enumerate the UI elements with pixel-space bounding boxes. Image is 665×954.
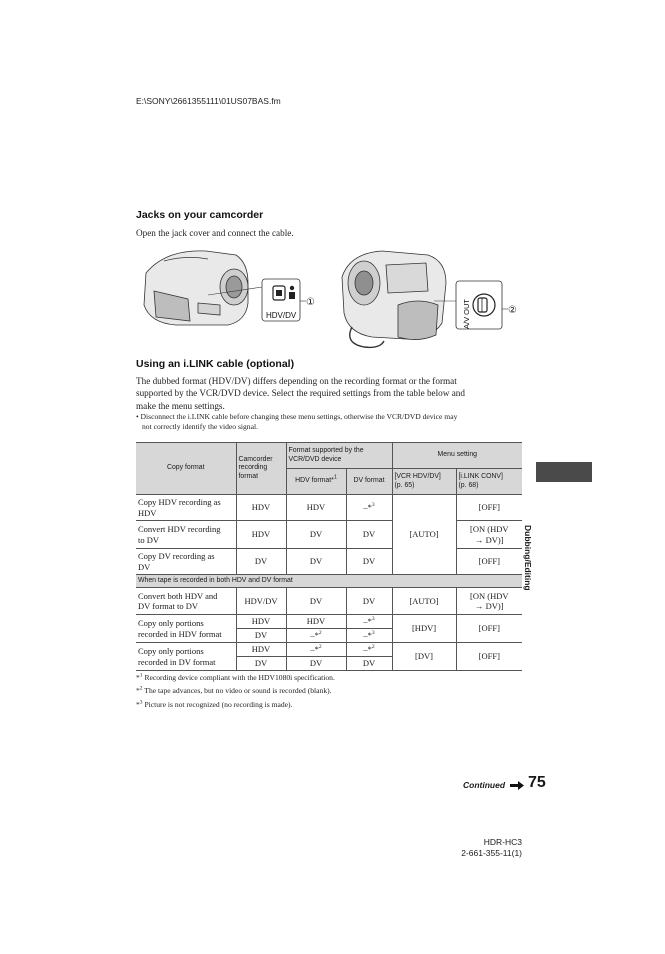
cell: [ON (HDV → DV)]	[456, 588, 522, 615]
cell: HDV	[236, 615, 286, 629]
row-label: Copy only portions recorded in HDV format	[136, 615, 236, 643]
footnotes	[136, 673, 335, 713]
cell: DV	[346, 521, 392, 549]
table-row	[136, 615, 522, 629]
row-label: Copy only portions recorded in DV format	[136, 643, 236, 671]
col-ilink-conv: [i.LINK CONV] (p. 68)	[456, 469, 522, 495]
cell: –*$^3$	[346, 495, 392, 521]
jack-callout-2: ②	[508, 305, 517, 316]
model-number: HDR-HC3	[483, 837, 522, 847]
para-line: make the menu settings.	[136, 400, 225, 411]
copy-format-table	[136, 442, 522, 671]
cell: DV	[286, 549, 346, 575]
row-label: Convert both HDV and DV format to DV	[136, 588, 236, 615]
col-vcr-hdv-dv: [VCR HDV/DV] (p. 65)	[392, 469, 456, 495]
cell: DV	[286, 521, 346, 549]
cell: [OFF]	[456, 615, 522, 643]
cell: –*$^3$	[346, 629, 392, 643]
section-side-label: Dubbing/Editing	[523, 525, 533, 591]
camcorder-right-drawing	[342, 251, 446, 347]
table-band-row	[136, 575, 522, 588]
footnote: *$^3$ Picture is not recognized (no recording is made).	[136, 699, 293, 709]
camcorder-left-drawing	[144, 251, 248, 325]
cell: [ON (HDV → DV)]	[456, 521, 522, 549]
cell: HDV/DV	[236, 588, 286, 615]
jacks-heading: Jacks on your camcorder	[136, 209, 264, 221]
file-path: E:\SONY\2661355111\01US07BAS.fm	[136, 96, 281, 106]
table-row	[136, 643, 522, 657]
ilink-bullet-note	[136, 412, 457, 432]
cell: [AUTO]	[392, 588, 456, 615]
cell: DV	[236, 629, 286, 643]
cell: DV	[346, 549, 392, 575]
note-line: • Disconnect the i.LINK cable before changing these menu settings, otherwise the VCR/DVD device may	[136, 412, 458, 421]
jacks-instruction: Open the jack cover and connect the cable.	[136, 228, 294, 238]
para-line: supported by the VCR/DVD device. Select the required settings from the table below and	[136, 388, 465, 399]
cell: [OFF]	[456, 549, 522, 575]
col-copy-format: Copy format	[136, 443, 236, 495]
page-number: 75	[528, 774, 546, 791]
table-row	[136, 588, 522, 615]
cell: DV	[346, 588, 392, 615]
col-camcorder-format: Camcorder recording format	[236, 443, 286, 495]
cell: DV	[236, 657, 286, 671]
cell: HDV	[286, 495, 346, 521]
cell: DV	[236, 549, 286, 575]
cell: [OFF]	[456, 495, 522, 521]
table-row	[136, 549, 522, 575]
arrow-right-icon	[510, 781, 524, 790]
note-line: not correctly identify the video signal.	[142, 422, 258, 431]
footnote: *$^2$ The tape advances, but no video or sound is recorded (blank).	[136, 685, 332, 696]
cell: DV	[286, 657, 346, 671]
hdv-dv-jack-label: HDV/DV	[266, 311, 297, 320]
jack-callout-1: ①	[306, 297, 315, 308]
row-label: Convert HDV recording to DV	[136, 521, 236, 549]
cell: –*$^2$	[286, 643, 346, 657]
row-label: Copy DV recording as DV	[136, 549, 236, 575]
ilink-heading: Using an i.LINK cable (optional)	[136, 358, 295, 370]
camcorder-jacks-illustration	[136, 243, 526, 355]
cell: DV	[286, 588, 346, 615]
cell: –*$^2$	[286, 629, 346, 643]
cell: HDV	[286, 615, 346, 629]
col-format-supported: Format supported by the VCR/DVD device	[286, 443, 392, 469]
table-row	[136, 495, 522, 521]
av-out-jack-label: A/V OUT	[462, 298, 471, 329]
cell: –*$^2$	[346, 643, 392, 657]
cell: HDV	[236, 643, 286, 657]
col-menu-setting: Menu setting	[392, 443, 522, 469]
section-side-tab	[536, 462, 592, 482]
col-dv-format: DV format	[346, 469, 392, 495]
para-line: The dubbed format (HDV/DV) differs depending on the recording format or the format	[136, 376, 457, 386]
band-label: When tape is recorded in both HDV and DV format	[136, 575, 522, 588]
cell: HDV	[236, 521, 286, 549]
cell: DV	[346, 657, 392, 671]
cell: HDV	[236, 495, 286, 521]
footnote: *$^1$ Recording device compliant with the HDV1080i specification.	[136, 672, 335, 682]
cell: [HDV]	[392, 615, 456, 643]
cell: –*$^3$	[346, 615, 392, 629]
cell: [OFF]	[456, 643, 522, 671]
table-row	[136, 521, 522, 549]
vcr-auto-cell: [AUTO]	[392, 495, 456, 575]
cell: [DV]	[392, 643, 456, 671]
row-label: Copy HDV recording as HDV	[136, 495, 236, 521]
col-hdv-format: HDV format*$^1$	[286, 469, 346, 495]
continued-label: Continued	[463, 780, 506, 790]
part-number: 2-661-355-11(1)	[461, 848, 522, 858]
ilink-paragraph	[136, 375, 465, 412]
